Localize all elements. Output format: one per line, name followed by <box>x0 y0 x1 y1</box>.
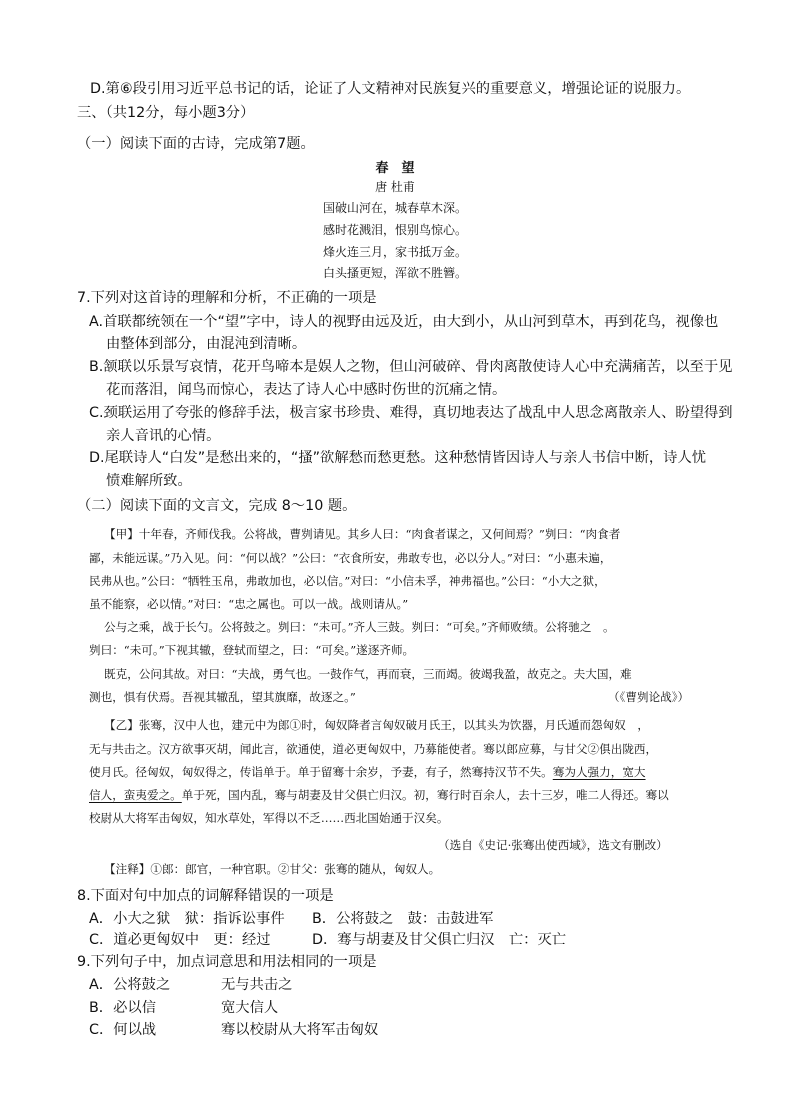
poem-line: 白头搔更短，浑欲不胜簪。 <box>322 266 467 280</box>
q9-option-a: A．公将鼓之 <box>89 977 171 993</box>
poem-line: 国破山河在，城春草木深。 <box>322 201 467 215</box>
yi-source: （选自《史记·张骞出使西域》，选文有删改） <box>438 838 668 852</box>
part2-instruction: （二）阅读下面的文言文，完成 8～10 题。 <box>77 498 357 514</box>
yi-passage-line: 【乙】张骞，汉中人也，建元中为郎①时，匈奴降者言匈奴破月氏王，以其头为饮器，月氏遁而怨匈奴 ， <box>104 718 649 732</box>
q9-option-b-pair: 宽大信人 <box>221 1000 279 1016</box>
q9-option-c-pair: 骞以校尉从大将军击匈奴 <box>221 1022 379 1038</box>
yi-passage-line: 信人，蛮夷爱之。单于死，国内乱，骞与胡妻及甘父俱亡归汉。初，骞行时百余人，去十三岁，唯二人得还。骞以 <box>89 788 669 802</box>
underlined-sentence: 骞为人强力，宽大 <box>552 765 646 779</box>
q7-option-b-cont: 花而落泪，闻鸟而惊心，表达了诗人心中感时伤世的沉痛之情。 <box>106 382 507 398</box>
poem-author: 唐 杜甫 <box>375 180 415 194</box>
q7-option-a-cont: 由整体到部分，由混沌到清晰。 <box>106 336 307 352</box>
q7-option-a: A.首联都统领在一个“望”字中，诗人的视野由远及近，由大到小，从山河到草木，再到花鸟，视像也 <box>89 314 719 330</box>
yi-passage-line: 无与共击之。汉方欲事灭胡，闻此言，欲通使，道必更匈奴中，乃募能使者。骞以郎应募，与甘父②俱出陇西， <box>89 742 658 756</box>
jia-passage-line: 民弗从也。”公曰：“牺牲玉帛，弗敢加也，必以信。”对曰：“小信未孚，神弗福也。”公曰：“小大之狱， <box>89 574 606 588</box>
q7-option-c-cont: 亲人音讯的心情。 <box>106 428 221 444</box>
q8-option-a: A．小大之狱 狱：指诉讼事件 <box>89 911 285 927</box>
q8-option-c: C．道必更匈奴中 更：经过 <box>89 932 271 948</box>
q9-option-c: C．何以战 <box>89 1022 157 1038</box>
q9-stem: 9.下列句子中，加点词意思和用法相同的一项是 <box>77 954 377 970</box>
q9-option-b: B．必以信 <box>89 1000 156 1016</box>
poem-line: 感时花溅泪，恨别鸟惊心。 <box>322 223 467 237</box>
q7-option-c: C.颈联运用了夸张的修辞手法，极言家书珍贵、难得，真切地表达了战乱中人思念离散亲人、盼望得到 <box>89 405 733 421</box>
jia-passage-line: 公与之乘，战于长勺。公将鼓之。刿曰：“未可。”齐人三鼓。刿曰：“可矣。”齐师败绩。公将驰之 。 <box>104 620 615 634</box>
q8-option-b: B．公将鼓之 鼓：击鼓进军 <box>312 911 494 927</box>
q7-option-b: B.颔联以乐景写哀情，花开鸟啼本是娱人之物，但山河破碎、骨肉离散使诗人心中充满痛苦，以至于见 <box>89 359 733 375</box>
jia-passage-line: 虽不能察，必以情。”对曰：“忠之属也。可以一战。战则请从。” <box>89 597 409 611</box>
poem-line: 烽火连三月，家书抵万金。 <box>322 245 467 259</box>
q8-option-d: D．骞与胡妻及甘父俱亡归汉 亡：灭亡 <box>312 932 567 948</box>
part1-instruction: （一）阅读下面的古诗，完成第7题。 <box>77 136 315 152</box>
section-3-header: 三、（共12分，每小题3分） <box>77 105 255 121</box>
yi-passage-line: 校尉从大将军击匈奴，知水草处，军得以不乏……西北国始通于汉矣。 <box>89 811 449 825</box>
yi-notes: 【注释】①郎：郎官，一种官职。②甘父：张骞的随从，匈奴人。 <box>104 862 441 876</box>
yi-passage-line: 使月氏。径匈奴，匈奴得之，传诣单于。单于留骞十余岁，予妻，有子，然骞持汉节不失。骞为人强力，宽大 <box>89 765 646 779</box>
q7-option-d-cont: 愤难解所致。 <box>106 473 192 489</box>
jia-passage-line: 测也，惧有伏焉。吾视其辙乱，望其旗靡，故逐之。” <box>89 690 356 704</box>
poem-title: 春 望 <box>375 161 415 176</box>
q6-option-d: D.第⑥段引用习近平总书记的话，论证了人文精神对民族复兴的重要意义，增强论证的说服力。 <box>90 81 691 97</box>
q8-stem: 8.下面对句中加点的词解释错误的一项是 <box>77 888 334 904</box>
q7-stem: 7.下列对这首诗的理解和分析，不正确的一项是 <box>77 290 377 306</box>
jia-source: （《曹刿论战》） <box>608 690 690 704</box>
jia-passage-line: 【甲】十年春，齐师伐我。公将战，曹刿请见。其乡人曰：“肉食者谋之，又何间焉？”刿曰：“肉食者 <box>104 527 621 541</box>
q9-option-a-pair: 无与共击之 <box>221 977 293 993</box>
underlined-sentence: 信人，蛮夷爱之。 <box>89 788 182 802</box>
jia-passage-line: 鄙，未能远谋。”乃入见。问：“何以战？”公曰：“衣食所安，弗敢专也，必以分人。”对曰：“小惠未遍， <box>89 551 612 565</box>
q7-option-d: D.尾联诗人“白发”是愁出来的，“搔”欲解愁而愁更愁。这种愁情皆因诗人与亲人书信中断，诗人忧 <box>89 450 707 466</box>
jia-passage-line: 刿曰：“未可。”下视其辙，登轼而望之，曰：“可矣。”遂逐齐师。 <box>89 643 415 657</box>
jia-passage-line: 既克，公问其故。对曰：“夫战，勇气也。一鼓作气，再而衰，三而竭。彼竭我盈，故克之。夫大国，难 <box>104 667 632 681</box>
